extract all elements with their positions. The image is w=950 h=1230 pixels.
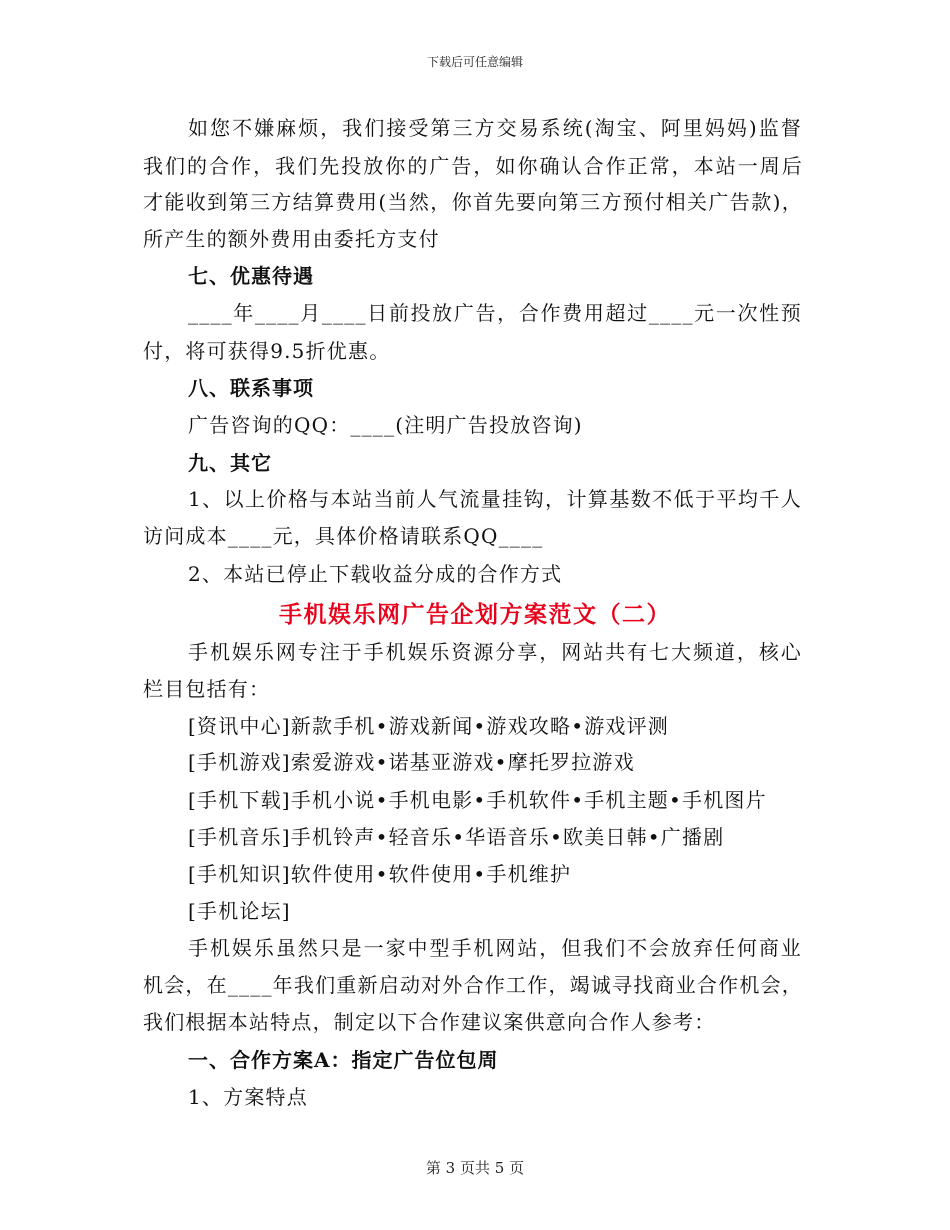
paragraph-line: 付，将可获得9.5折优惠。 [143,339,391,363]
paragraph-line: ____年____月____日前投放广告，合作费用超过____元一次性预 [188,301,802,325]
section-title: 手机娱乐网广告企划方案范文（二） [279,601,671,628]
page-header: 下载后可任意编辑 [426,55,523,69]
section-heading: 九、其它 [188,451,272,475]
section-heading: 七、优惠待遇 [188,264,314,288]
paragraph-line: 访问成本____元，具体价格请联系QQ____ [143,524,544,548]
paragraph-line: 栏目包括有： [143,677,271,701]
channel-item: [手机游戏]索爱游戏•诺基亚游戏•摩托罗拉游戏 [188,750,635,774]
paragraph-line: 如您不嫌麻烦，我们接受第三方交易系统(淘宝、阿里妈妈)监督 [188,116,802,140]
channel-item: [手机下载]手机小说•手机电影•手机软件•手机主题•手机图片 [188,788,767,812]
paragraph-line: 手机娱乐虽然只是一家中型手机网站，但我们不会放弃任何商业 [188,936,802,960]
plan-subheading: 1、方案特点 [188,1085,308,1109]
paragraph-line: 1、以上价格与本站当前人气流量挂钩，计算基数不低于平均千人 [188,487,802,511]
paragraph-line: 广告咨询的QQ：____(注明广告投放咨询) [188,413,583,437]
paragraph-line: 机会，在____年我们重新启动对外合作工作，竭诚寻找商业合作机会， [143,973,803,997]
paragraph-line: 所产生的额外费用由委托方支付 [143,227,440,251]
page-footer: 第 3 页共 5 页 [425,1159,525,1177]
paragraph-line: 我们根据本站特点，制定以下合作建议案供意向合作人参考： [143,1010,716,1034]
paragraph-line: 2、本站已停止下载收益分成的合作方式 [188,562,563,586]
paragraph-line: 我们的合作，我们先投放你的广告，如你确认合作正常，本站一周后 [143,154,803,178]
section-heading: 八、联系事项 [188,376,314,400]
paragraph-line: 才能收到第三方结算费用(当然，你首先要向第三方预付相关广告款)， [143,190,803,214]
channel-item: [手机论坛] [188,899,291,923]
channel-item: [手机知识]软件使用•软件使用•手机维护 [188,862,572,886]
channel-item: [手机音乐]手机铃声•轻音乐•华语音乐•欧美日韩•广播剧 [188,825,725,849]
channel-item: [资讯中心]新款手机•游戏新闻•游戏攻略•游戏评测 [188,714,669,738]
paragraph-line: 手机娱乐网专注于手机娱乐资源分享，网站共有七大频道，核心 [188,640,802,664]
plan-heading: 一、合作方案A：指定广告位包周 [188,1048,499,1072]
